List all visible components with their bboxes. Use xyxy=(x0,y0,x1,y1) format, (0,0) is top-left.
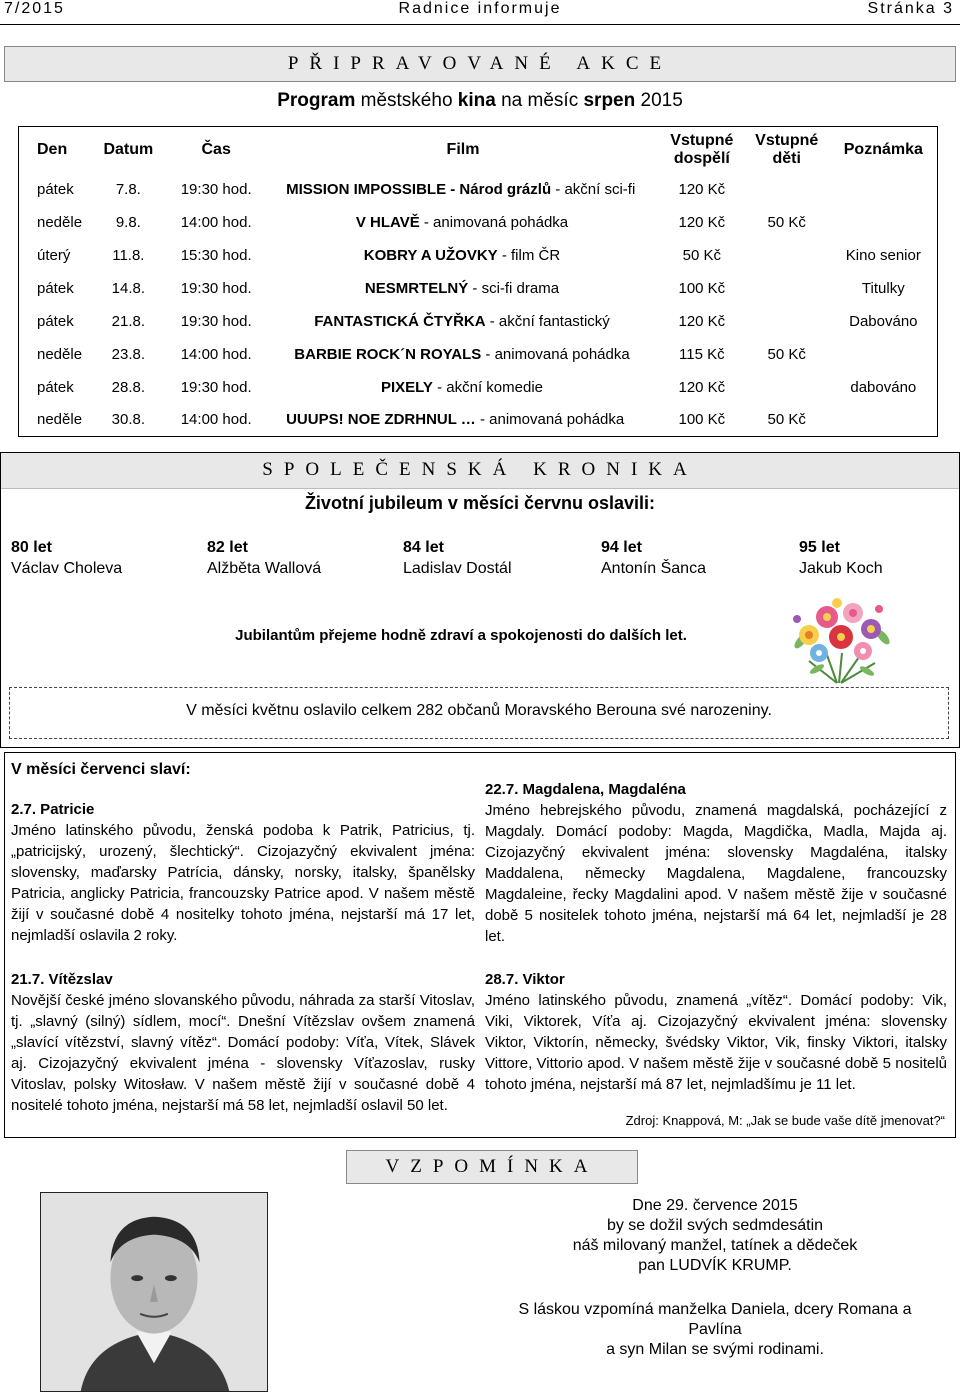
name-text: Novější české jméno slovanského původu, náhrada za starší Vitoslav, tj. „slavný (silný) sídlem, mocí“. Dnešní Vítězslav ovšem znamená „slavící vítězství, slavný vítěz“. Domácí podoby: Víťa, Vítek, Slávek aj. Cizojazyčný ekvivalent jména - slovensky Víťazoslav, rusky Vitoslav, polsky Witosław. V našem městě žijí v současné době 4 nositelé tohoto jména, nejstarší má 58 let, nejmladší oslavil 50 let. xyxy=(11,992,475,1114)
cell-datum: 9.8. xyxy=(115,213,141,231)
cell-vstupne-dospeli: 100 Kč xyxy=(678,411,726,429)
col-den: Den xyxy=(37,140,68,158)
jubilant-age: 84 let xyxy=(403,539,444,556)
cell-poznamka xyxy=(830,338,938,371)
name-title: 21.7. Vítězslav xyxy=(11,971,113,988)
kino-program-table xyxy=(18,126,938,437)
cell-datum: 7.8. xyxy=(115,180,141,198)
cell-den: pátek xyxy=(37,312,74,330)
col-vstupne-dospeli-l2: dospělí xyxy=(673,149,730,167)
kino-title-part: na měsíc xyxy=(495,90,584,111)
vzpominka-line: náš milovaný manžel, tatínek a dědeček xyxy=(572,1237,858,1254)
cell-poznamka: dabováno xyxy=(850,378,917,396)
cell-vstupne-dospeli: 120 Kč xyxy=(678,378,726,396)
film-name: MISSION IMPOSSIBLE - Národ grázlů xyxy=(286,180,552,198)
col-datum: Datum xyxy=(103,140,154,158)
cell-vstupne-dospeli: 120 Kč xyxy=(678,213,726,231)
cell-poznamka: Kino senior xyxy=(845,246,921,264)
cell-film xyxy=(266,239,660,272)
name-text: Jméno latinského původu, ženská podoba k Patrik, Patricius, tj. „patricijský, urozený, šlechtický“. Cizojazyčný ekvivalent jména: slovensky, maďarsky Patrícia, dánsky, norsky, italsky, španělsky Patricia, anglicky Patricia, francouzsky Patrice apod. V našem městě žijí v současné době 4 nositelky tohoto jména, nejstarší má 17 let, nejmladší oslavila 2 roky. xyxy=(11,822,475,944)
kino-title-part: 2015 xyxy=(635,90,683,111)
film-name: KOBRY A UŽOVKY xyxy=(363,246,498,264)
jubilant xyxy=(403,539,512,578)
table-row xyxy=(19,173,938,206)
name-title: 28.7. Viktor xyxy=(485,971,565,988)
film-name: UUUPS! NOE ZDRHNUL … xyxy=(286,411,476,429)
cell-cas: 19:30 hod. xyxy=(180,180,252,198)
jubilant xyxy=(207,539,321,578)
cell-cas: 15:30 hod. xyxy=(180,246,252,264)
flower-bouquet-icon xyxy=(787,595,897,687)
table-header-row xyxy=(19,127,938,173)
names-source: Zdroj: Knappová, M: „Jak se bude vaše dítě jmenovat?“ xyxy=(625,1113,945,1128)
cell-cas: 14:00 hod. xyxy=(180,213,252,231)
section-akce-bar xyxy=(4,46,956,82)
film-name: NESMRTELNÝ xyxy=(364,279,469,297)
cell-cas: 14:00 hod. xyxy=(180,411,252,429)
cell-film xyxy=(266,338,660,371)
cell-vstupne-deti xyxy=(744,173,830,206)
cell-vstupne-deti xyxy=(744,239,830,272)
cell-vstupne-dospeli: 120 Kč xyxy=(678,180,726,198)
table-row xyxy=(19,206,938,239)
jubilant-age: 82 let xyxy=(207,539,248,556)
cell-den: neděle xyxy=(37,411,83,429)
film-genre: - animovaná pohádka xyxy=(481,345,630,363)
cell-film xyxy=(266,371,660,404)
cell-poznamka xyxy=(830,404,938,437)
film-genre: - akční komedie xyxy=(432,378,543,396)
cell-den: pátek xyxy=(37,378,74,396)
kino-title-part: městského xyxy=(355,90,458,111)
col-vstupne-dospeli-l1: Vstupné xyxy=(670,131,734,149)
cell-den: pátek xyxy=(37,180,74,198)
section-vzpominka-bar xyxy=(346,1150,638,1184)
cell-film xyxy=(266,272,660,305)
table-row xyxy=(19,305,938,338)
names-box xyxy=(4,752,956,1138)
publication-title: Radnice informuje xyxy=(398,0,562,17)
table-row xyxy=(19,338,938,371)
cell-datum: 14.8. xyxy=(111,279,146,297)
vzpominka-sign-line: S láskou vzpomíná manželka Daniela, dcery Romana a Pavlína xyxy=(518,1301,912,1338)
cell-den: pátek xyxy=(37,279,74,297)
film-name: PIXELY xyxy=(380,378,433,396)
births-text: V měsíci květnu oslavilo celkem 282 občanů Moravského Berouna své narozeniny. xyxy=(186,702,772,719)
name-text: Jméno latinského původu, znamená „vítěz“. Domácí podoby: Vik, Viki, Viktorek, Víťa aj. Cizojazyčný ekvivalent jména: slovensky Viktor, Viktorín, německy, švédsky Viktor, Vik, finsky Viktori, italsky Vittore, Vittorio apod. V našem městě žije v současné době 5 nositelů tohoto jména, nejstarší má 87 let, nejmladšímu je 11 let. xyxy=(485,992,947,1093)
col-vstupne-dospeli xyxy=(660,127,744,173)
cell-datum: 11.8. xyxy=(112,246,145,264)
cell-vstupne-dospeli: 100 Kč xyxy=(678,279,726,297)
cell-poznamka: Titulky xyxy=(861,279,905,297)
section-kronika-title: SPOLEČENSKÁ KRONIKA xyxy=(262,459,698,480)
cell-cas: 19:30 hod. xyxy=(180,378,252,396)
film-name: V HLAVĚ xyxy=(355,213,420,231)
cell-datum: 28.8. xyxy=(111,378,146,396)
jubileum-wish: Jubilantům přejeme hodně zdraví a spokojenosti do dalších let. xyxy=(235,627,687,644)
cell-vstupne-deti xyxy=(744,272,830,305)
jubilant-name: Antonín Šanca xyxy=(601,560,706,577)
vzpominka-line: pan LUDVÍK KRUMP. xyxy=(638,1257,792,1274)
jubilant-name: Alžběta Wallová xyxy=(207,560,322,577)
kronika-box xyxy=(0,452,960,748)
cell-datum: 21.8. xyxy=(111,312,146,330)
table-row xyxy=(19,272,938,305)
film-genre: - animovaná pohádka xyxy=(475,411,625,429)
cell-vstupne-dospeli: 120 Kč xyxy=(678,312,726,330)
cell-vstupne-deti: 50 Kč xyxy=(767,345,806,363)
film-genre: - akční sci-fi xyxy=(551,180,636,198)
jubilant-name: Ladislav Dostál xyxy=(403,560,512,577)
kino-title-part: Program xyxy=(277,90,356,111)
issue-number: 7/2015 xyxy=(4,0,65,17)
col-vstupne-deti-l2: děti xyxy=(772,149,801,167)
cell-cas: 19:30 hod. xyxy=(180,312,252,330)
jubileum-title: Životní jubileum v měsíci červnu oslavili: xyxy=(304,493,656,513)
kino-title xyxy=(0,90,960,112)
name-title: 2.7. Patricie xyxy=(11,801,95,818)
section-akce-title: PŘIPRAVOVANÉ AKCE xyxy=(287,53,673,74)
cell-poznamka: Dabováno xyxy=(849,312,918,330)
cell-vstupne-deti: 50 Kč xyxy=(767,213,806,231)
col-poznamka: Poznámka xyxy=(843,140,923,158)
cell-vstupne-deti xyxy=(744,371,830,404)
cell-film xyxy=(266,404,660,437)
births-box xyxy=(9,687,949,739)
jubilant-name: Jakub Koch xyxy=(799,560,883,577)
kino-title-part: kina xyxy=(457,90,496,111)
cell-film xyxy=(266,305,660,338)
jubilant xyxy=(799,539,883,578)
table-row xyxy=(19,371,938,404)
vzpominka-line: Dne 29. července 2015 xyxy=(632,1197,798,1214)
jubilant-age: 95 let xyxy=(799,539,840,556)
name-entry-vitezslav xyxy=(11,969,475,1116)
cell-den: úterý xyxy=(37,246,71,264)
cell-film xyxy=(266,173,660,206)
film-name: FANTASTICKÁ ČTYŘKA xyxy=(314,312,486,330)
cell-vstupne-deti: 50 Kč xyxy=(767,411,806,429)
cell-datum: 23.8. xyxy=(111,345,146,363)
film-genre: - animovaná pohádka xyxy=(419,213,569,231)
cell-vstupne-dospeli: 50 Kč xyxy=(682,246,722,264)
jubilant-name: Václav Choleva xyxy=(11,560,123,577)
cell-film xyxy=(266,206,660,239)
cell-datum: 30.8. xyxy=(111,411,146,429)
col-cas: Čas xyxy=(201,140,231,158)
vzpominka-sign-line: a syn Milan se svými rodinami. xyxy=(606,1341,824,1358)
vzpominka-line: by se dožil svých sedmdesátin xyxy=(606,1217,824,1234)
col-vstupne-deti xyxy=(744,127,830,173)
vzpominka-signature xyxy=(490,1300,940,1360)
header-rule xyxy=(0,24,960,25)
cell-vstupne-deti xyxy=(744,305,830,338)
name-entry-patricie xyxy=(11,799,475,946)
table-row xyxy=(19,404,938,437)
film-genre: - akční fantastický xyxy=(485,312,610,330)
names-heading: V měsíci červenci slaví: xyxy=(11,761,191,778)
name-entry-magdalena xyxy=(485,779,947,947)
jubilant-age: 80 let xyxy=(11,539,52,556)
kino-title-part: srpen xyxy=(583,90,636,111)
vzpominka-text xyxy=(490,1196,940,1276)
cell-vstupne-dospeli: 115 Kč xyxy=(679,345,725,363)
section-vzpominka-title: VZPOMÍNKA xyxy=(385,1156,599,1177)
col-vstupne-deti-l1: Vstupné xyxy=(755,131,819,149)
col-film: Film xyxy=(446,140,480,158)
page-number: Stránka 3 xyxy=(867,0,954,17)
film-genre: - film ČR xyxy=(497,246,561,264)
cell-cas: 19:30 hod. xyxy=(180,279,252,297)
section-kronika-bar xyxy=(1,453,959,489)
cell-cas: 14:00 hod. xyxy=(180,345,252,363)
jubilant xyxy=(11,539,122,578)
film-genre: - sci-fi drama xyxy=(468,279,560,297)
film-name: BARBIE ROCK´N ROYALS xyxy=(294,345,482,363)
name-title: 22.7. Magdalena, Magdaléna xyxy=(485,781,686,798)
jubilant xyxy=(601,539,706,578)
cell-poznamka xyxy=(830,173,938,206)
jubilant-age: 94 let xyxy=(601,539,642,556)
cell-den: neděle xyxy=(37,345,83,363)
cell-den: neděle xyxy=(37,213,83,231)
table-row xyxy=(19,239,938,272)
page-header xyxy=(0,0,960,22)
name-text: Jméno hebrejského původu, znamená magdalská, pocházející z Magdaly. Domácí podoby: Magda, Magdička, Madla, Majda aj. Cizojazyčný ekvivalent jména: slovensky Magdaléna, italsky Maddalena, německy Magdalena, Magdalene, francouzsky Magdaleine, řecky Magdalini apod. V našem městě žije v současné době 5 nositelek tohoto jména, nejstarší má 64 let, nejmladší je 28 let. xyxy=(485,802,947,945)
name-entry-viktor xyxy=(485,969,947,1095)
cell-poznamka xyxy=(830,206,938,239)
portrait-photo xyxy=(40,1192,268,1392)
